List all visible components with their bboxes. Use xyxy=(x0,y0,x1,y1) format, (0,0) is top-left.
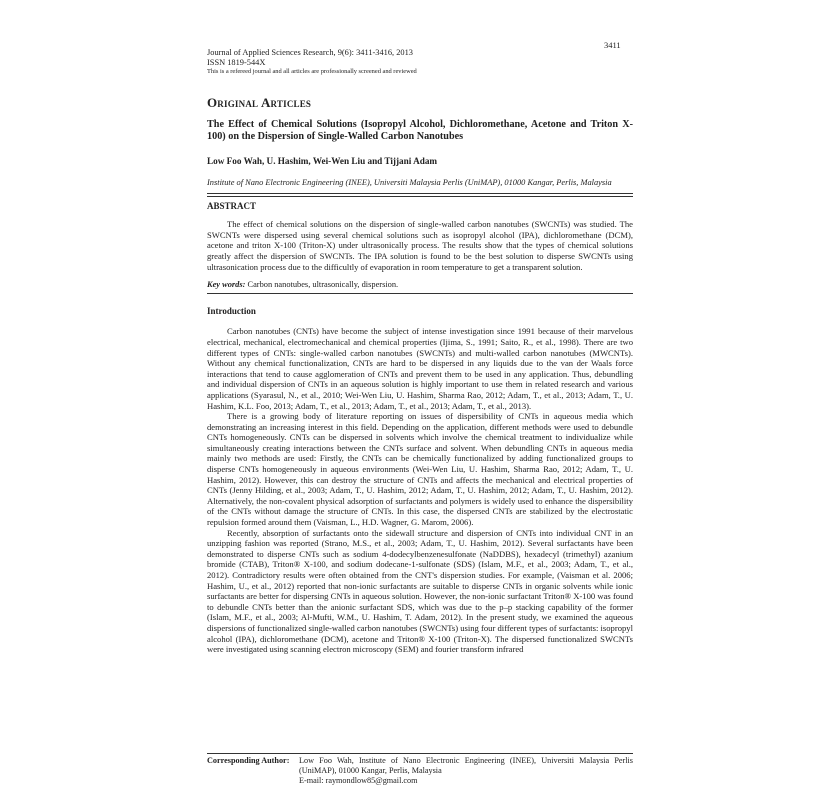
divider xyxy=(207,193,633,194)
author-affiliation: Institute of Nano Electronic Engineering (INEE), Universiti Malaysia Perlis (UniMAP), 01000 Kangar, Perlis, Malaysia xyxy=(207,178,612,188)
keywords-label: Key words: xyxy=(207,280,246,290)
intro-paragraph: Recently, absorption of surfactants onto the sidewall structure and dispersion of CNTs into individual CNT in an unzipping fashion was reported (Strano, M.S., et al., 2003; Adam, T., U. Hashim, 2012). Several surfactants have been demonstrated to disperse CNTs such as sodium 4-dodecylbenzenesulfonate (NaDDBS), hexadecyl (trimethyl) azanium bromide (CTAB), Triton® X-100, and sodium dodecane-1-sulfonate (SDS) (Islam, M.F., et al., 2003; Adam, T., et al., 2012). Contradictory results were often obtained from the CNT's dispersion studies. For example, (Vaisman et al. 2006; Hashim, U., et al., 2012) reported that non-ionic surfactants are suitable to disperse CNTs in organic solvents while ionic surfactants are better for dispersing CNTs in aqueous solution. However, the non-ionic surfactant Triton® X-100 was found to debundle CNTs better than the anionic surfactant SDS, which was due to the p–p stacking capability of the former (Islam, M.F., et al., 2003; Al-Mufti, W.M., U. Hashim, T. Adam, 2012). In the present study, we examined the aqueous dispersions of functionalized single-walled carbon nanotubes (SWCNTs) using four different types of surfactants: isopropyl alcohol (IPA), dichloromethane (DCM), acetone and Triton® X-100 (Triton-X). The dispersed functionalized SWCNTs were investigated using scanning electron microscopy (SEM) and fourier transform infrared xyxy=(207,527,633,655)
article-page xyxy=(207,36,633,786)
corresponding-author-email[interactable]: E-mail: raymondlow85@gmail.com xyxy=(299,776,418,786)
abstract-heading: ABSTRACT xyxy=(207,200,257,211)
abstract-text: The effect of chemical solutions on the dispersion of single-walled carbon nanotubes (SWCNTs) was studied. The SWCNTs were dispersed using several chemical solutions such as isopropyl alcohol (IPA), dichloromethane (DCM), acetone and triton X-100 (Triton-X) under ultrasonically process. The results show that the types of chemical solutions greatly affect the dispersion of SWCNTs. The IPA solution is found to be the best solution to disperse SWCNTs using ultrasonication process due to the difficultly of evaporation in room temperature to get a transparent solution. xyxy=(207,219,633,272)
introduction-heading: Introduction xyxy=(207,305,256,316)
section-label: Original Articles xyxy=(207,95,312,110)
article-authors: Low Foo Wah, U. Hashim, Wei-Wen Liu and Tijjani Adam xyxy=(207,155,438,166)
article-title: The Effect of Chemical Solutions (Isopropyl Alcohol, Dichloromethane, Acetone and Triton X-100) on the Dispersion of Single-Walled Carbon Nanotubes xyxy=(207,118,633,143)
keywords-text: Carbon nanotubes, ultrasonically, dispersion. xyxy=(247,280,399,290)
journal-citation: Journal of Applied Sciences Research, 9(6): 3411-3416, 2013 xyxy=(207,48,413,57)
intro-paragraph: There is a growing body of literature reporting on issues of dispersibility of CNTs in aqueous media which demonstrating an increasing interest in this field. Depending on the application, different methods were used to debundle CNTs homogeneously. CNTs can be dispersed in solvents which involve the chemical treatment to individualize while simultaneously creating interactions between the CNTs surface and solvent. When debundling CNTs in aqueous media mainly two methods are used: Firstly, the CNTs can be chemically functionalized by adding functionalized groups to disperse CNTs homogeneously in aqueous environments (Wei-Wen Liu, U. Hashim, Sharma Rao, 2012; Adam, T., U. Hashim, 2012). However, this can destroy the structure of CNTs and affects the mechanical and electrical properties of CNTs (Jenny Hilding, et al., 2003; Adam, T., U. Hashim, 2012; Adam, T., U. Hashim, 2012; Adam, T., U. Hashim, 2012). Alternatively, the non-covalent physical adsorption of surfactants and polymers is widely used to enhance the dispersibility of the CNTs without damage the structure of CNTs. In this case, the dispersed CNTs are stabilized by the electrostatic repulsion formed around them (Vaisman, L., H.D. Wagner, G. Marom, 2006). xyxy=(207,411,633,528)
journal-header xyxy=(207,48,633,76)
divider xyxy=(207,196,633,197)
corresponding-author-text: Low Foo Wah, Institute of Nano Electronic Engineering (INEE), Universiti Malaysia Perlis (UniMAP), 01000 Kangar, Perlis, Malaysia xyxy=(299,756,633,776)
journal-note: This is a refereed journal and all articles are professionally screened and reviewed xyxy=(207,68,417,75)
keywords xyxy=(207,280,633,291)
intro-paragraph: Carbon nanotubes (CNTs) have become the subject of intense investigation since 1991 because of their marvelous electrical, mechanical, electromechanical and chemical properties (Ijima, S., 1991; Saito, R., et al., 1998). There are two different types of CNTs: single-walled carbon nanotubes (SWCNTs) and multi-walled carbon nanotubes (MWCNTs). Without any chemical functionalization, CNTs are hard to be dispersed in any liquids due to the van der Waals force interactions that tend to cause agglomeration of CNTs and prevent them to be used in any application. Thus, debundling and individual dispersion of CNTs in an aqueous solution is highly important to use them in related research and various applications (Syarasul, N., et al., 2010; Wei-Wen Liu, U. Hashim, Sharma Rao, 2012; Adam, T., et al., 2013; Adam, T., U. Hashim, K.L. Foo, 2013; Adam, T., et al., 2013; Adam, T., et al., 2013; Adam, T., et al., 2013). xyxy=(207,326,633,411)
divider xyxy=(207,293,633,294)
journal-issn: ISSN 1819-544X xyxy=(207,58,266,67)
footer-rule xyxy=(207,753,633,754)
corresponding-author-label: Corresponding Author: xyxy=(207,756,290,765)
page-number: 3411 xyxy=(604,40,621,50)
corresponding-author-footer xyxy=(207,753,633,787)
